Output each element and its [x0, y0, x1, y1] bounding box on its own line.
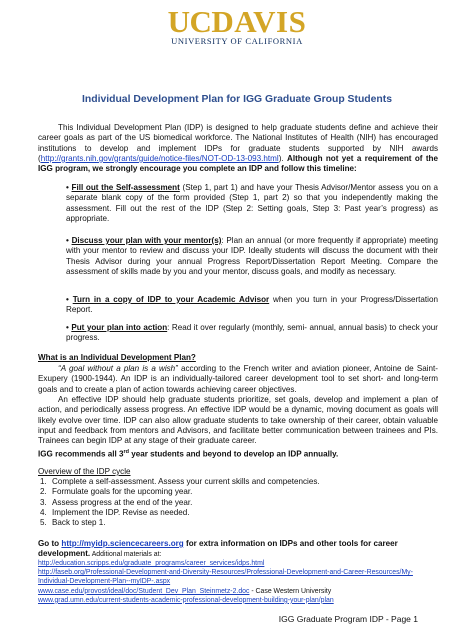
section-heading-idp-cycle: Overview of the IDP cycle	[38, 467, 131, 476]
bullet-head: Discuss your plan with your mentor(s)	[71, 236, 222, 245]
section-heading-what-is-idp: What is an Individual Development Plan?	[38, 353, 196, 362]
recommendation-text-b: year students and beyond to develop an IDP annually.	[128, 449, 339, 459]
bullet-text: : Plan an annual (or more frequently if appropriate) meeting with your mentor to review and discuss your IDP. Ideally students will discuss the document with their Thesis Advisor during your annual Progress Report/Dissertation Report Meeting. Compare the assessment of skills made by you and your mentor, discuss goals, and modify as necessary.	[66, 236, 438, 276]
bullet-marker: •	[66, 183, 72, 192]
bullet-text: when you turn in your Progress/Dissertation Report.	[66, 295, 438, 315]
umn-link[interactable]: www.grad.umn.edu/current-students-academic-professional-development-building-your-plan/plan	[38, 596, 334, 604]
list-item	[38, 487, 438, 497]
case-suffix: - Case Western University	[249, 587, 332, 595]
list-number: 5.	[40, 518, 47, 528]
page-footer	[0, 614, 474, 624]
list-item-text: Assess progress at the end of the year.	[52, 497, 193, 507]
logo-davis: DAVIS	[211, 4, 307, 39]
list-number: 1.	[40, 477, 47, 486]
logo-wordmark	[0, 6, 474, 38]
recommendation-text-a: IGG recommends all 3	[38, 449, 124, 459]
what-is-p2-text: An effective IDP should help graduate students prioritize, set goals, develop and implement a plan of action, and periodically assess progress. An effective IDP would be a dynamic, moving document as goals will likely evolve over time. IDP can also allow graduate students to take ownership of their career, obtain valuable input and feedback from mentors and Advisors, and facilitate better communication between trainees and PIs. Trainees can begin IDP at any stage of their graduate career.	[38, 395, 438, 446]
list-number: 3.	[40, 497, 47, 507]
recommendation-sup: rd	[123, 449, 129, 455]
bullet-marker: •	[66, 323, 72, 332]
idp-cycle-list	[38, 477, 438, 528]
bullet-text: (Step 1, part 1) and have your Thesis Advisor/Mentor assess you on a separate blank copy of the form provided (Step 1, part 2) so that you independently making the assessment. Fill out the rest of the IDP (Step 2: Setting goals, Step 3: Past year’s progress) as appropriate.	[66, 183, 438, 223]
additional-materials-label: Additional materials at:	[90, 551, 162, 559]
intro-paragraph	[38, 123, 438, 174]
list-number: 2.	[40, 487, 47, 497]
bullet-marker: •	[66, 295, 73, 304]
bullet-self-assessment	[66, 183, 438, 224]
list-item	[38, 518, 438, 528]
what-is-paragraph-1	[38, 364, 438, 395]
bullet-head: Put your plan into action	[71, 323, 168, 332]
page-title: Individual Development Plan for IGG Graduate Group Students	[81, 94, 393, 105]
myidp-link[interactable]: http://myidp.sciencecareers.org	[61, 539, 184, 548]
intro-text: This Individual Development Plan (IDP) is designed to help graduate students define and achieve their career goals as part of the US biomedical workforce. The National Institutes of Health (NIH) has encouraged institutions to develop and implement IDPs for graduate students supported by NIH awards (	[38, 123, 438, 163]
goto-post: for extra information on IDPs and other tools for career development.	[38, 539, 398, 559]
case-link[interactable]: www.case.edu/provost/ideal/doc/Student_Dev_Plan_Steinmetz-2.doc	[38, 587, 250, 595]
bullet-discuss-plan	[66, 236, 438, 277]
list-item-text: Complete a self-assessment. Assess your current skills and competencies.	[52, 477, 320, 486]
faseb-link[interactable]: http://faseb.org/Professional-Development-and-Diversity-Resources/Professional-Development-and-Career-Resources/My-Individual-Development-Plan--myIDP-.aspx	[38, 569, 413, 586]
list-item	[38, 498, 438, 508]
goto-paragraph	[38, 539, 438, 561]
list-item	[38, 508, 438, 518]
list-item-text: Implement the IDP. Revise as needed.	[52, 507, 190, 517]
scripps-link[interactable]: http://education.scripps.edu/graduate_programs/career_services/idps.html	[38, 560, 265, 567]
bullet-put-into-action	[66, 323, 438, 344]
logo-uc: UC	[167, 4, 212, 39]
bullet-marker: •	[66, 236, 72, 245]
list-number: 4.	[40, 507, 47, 517]
ucdavis-logo	[0, 6, 474, 46]
nih-notice-link[interactable]: http://grants.nih.gov/grants/guide/notice-files/NOT-OD-13-093.html	[40, 153, 279, 163]
bullet-head: Fill out the Self-assessment	[71, 183, 180, 192]
igg-recommendation	[38, 447, 438, 460]
bullet-head: Turn in a copy of IDP to your Academic Advisor	[72, 295, 270, 304]
intro-bold: Although not yet a requirement of the IGG program, we strongly encourage you complete an IDP and follow this timeline:	[38, 153, 438, 174]
logo-subtitle: UNIVERSITY OF CALIFORNIA	[171, 36, 303, 46]
footer-text: IGG Graduate Program IDP - Page 1	[278, 614, 418, 624]
intro-after: ).	[278, 153, 287, 163]
list-item-text: Formulate goals for the upcoming year.	[52, 487, 193, 497]
quote-text: “A goal without a plan is a wish”	[58, 364, 178, 373]
bullet-turn-in	[66, 295, 438, 316]
what-is-paragraph-2	[38, 395, 438, 446]
list-item-text: Back to step 1.	[52, 518, 106, 528]
goto-pre: Go to	[38, 539, 62, 548]
what-is-p1-text: according to the French writer and aviation pioneer, Antoine de Saint-Exupery (1900-1944). An IDP is an individually-tailored career development tool to set short- and long-term goals and to create a plan of action towards achieving career objectives.	[38, 364, 438, 394]
additional-links	[38, 559, 438, 605]
bullet-text: : Read it over regularly (monthly, semi- annual, annual basis) to check your progress.	[66, 323, 438, 343]
list-item	[38, 477, 438, 487]
